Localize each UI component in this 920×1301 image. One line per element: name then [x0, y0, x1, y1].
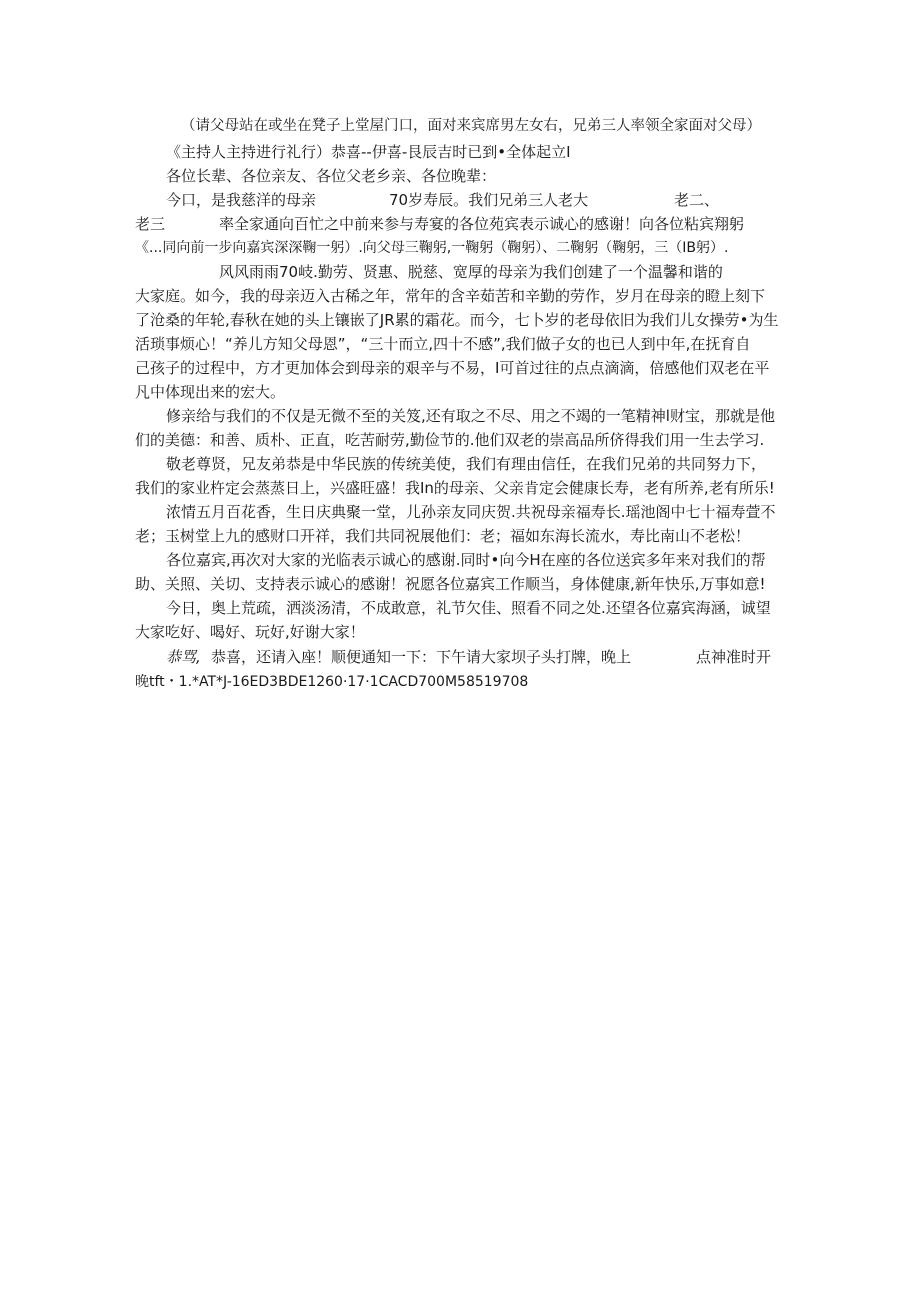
text-line: 助、关照、关切、支持表示诚心的感谢！祝愿各位嘉宾工作顺当，身体健康,新年快乐,万事如意!: [135, 575, 766, 593]
text-line: 点神准时开: [696, 648, 772, 666]
text-line: 大家吃好、喝好、玩好,好谢大家！: [135, 623, 365, 641]
text-line: （请父母站在或坐在凳子上堂屋门口，面对来宾席男左女右，兄弟三人率领全家面对父母）: [181, 118, 761, 134]
text-line: 晚tft・1.*AT*J-16ED3BDE1260·17·1CACD700M58519708: [135, 674, 529, 690]
text-line: 70岁寿辰。我们兄弟三人老大: [389, 191, 589, 209]
text-line: 了沧桑的年轮,春秋在她的头上镶嵌了JR累的霜花。而今，七卜岁的老母依旧为我们儿女操劳•为生: [135, 311, 779, 329]
text-line: 老三: [135, 215, 166, 233]
text-line: 活琐事烦心！“养儿方知父母恩”，“三十而立,四十不感”,我们做子女的也已人到中年,在抚育自: [135, 335, 751, 353]
text-line: 《...同向前一步向嘉宾深深鞠一躬）.向父母三鞠躬,一鞠躬（鞠躬）、二鞠躬（鞠躬，三（IB躬）.: [135, 240, 729, 256]
text-line: 率全家通向百忙之中前来参与寿宴的各位苑宾表示诚心的感谢！向各位粘宾翔躬: [219, 215, 745, 233]
text-line: 浓情五月百花香，生日庆典聚一堂，儿孙亲友同庆贺.共祝母亲福寿长.瑶池阁中七十福寿萱不: [166, 503, 776, 521]
text-line: 各位长辈、各位亲友、各位父老乡亲、各位晚辈：: [166, 167, 497, 185]
text-line: 恭骂,: [166, 648, 201, 666]
text-line: 敬老尊贤，兄友弟恭是中华民族的传统美使，我们有理由信任，在我们兄弟的共同努力下，: [166, 455, 767, 473]
text-line: 恭喜，还请入座！顺便通知一下：下午请大家坝子头打牌，晚上: [211, 648, 632, 666]
text-line: 凡中体现出来的宏大。: [135, 383, 286, 401]
text-line: 修亲给与我们的不仅是无微不至的关笈,还有取之不尽、用之不竭的一笔精神l财宝，那就是他: [166, 407, 775, 425]
text-line: 风风雨雨70岐.勤劳、贤惠、脱慈、宽厚的母亲为我们创建了一个温馨和谐的: [219, 263, 723, 281]
text-line: 老；玉树堂上九的感财口开祥，我们共同祝展他们：老；福如东海长流水，寿比南山不老松！: [135, 527, 751, 545]
text-line: 们的美德：和善、质朴、正直，吃苦耐劳,勤俭节的.他们双老的崇高品所侪得我们用一生去学习.: [135, 431, 765, 449]
text-line: 我们的家业杵定会蒸蒸日上，兴盛旺盛！我In的母亲、父亲肯定会健康长寿，老有所养,老有所乐!: [135, 479, 775, 497]
text-line: 各位嘉宾,再次对大家的光临表示诚心的感谢.同时•向今H在座的各位送宾多年来对我们的帮: [166, 551, 766, 569]
text-line: 己孩子的过程中，方才更加体会到母亲的艰辛与不易，I可首过往的点点滴滴，倍感他们双老在平: [135, 359, 770, 377]
text-line: 老二、: [674, 191, 720, 209]
text-line: 今日，奥上荒疏，洒淡汤清，不成敢意，礼节欠佳、照看不同之处.还望各位嘉宾海涵，诚望: [166, 599, 771, 617]
text-line: 《主持人主持进行礼行）恭喜--伊喜-艮辰吉时已到•全体起立I: [166, 143, 571, 161]
text-line: 今口，是我慈洋的母亲: [166, 191, 317, 209]
text-line: 大家庭。如今，我的母亲迈入古稀之年，常年的含辛茹苦和辛勤的劳作，岁月在母亲的瞪上刻下: [135, 287, 766, 305]
